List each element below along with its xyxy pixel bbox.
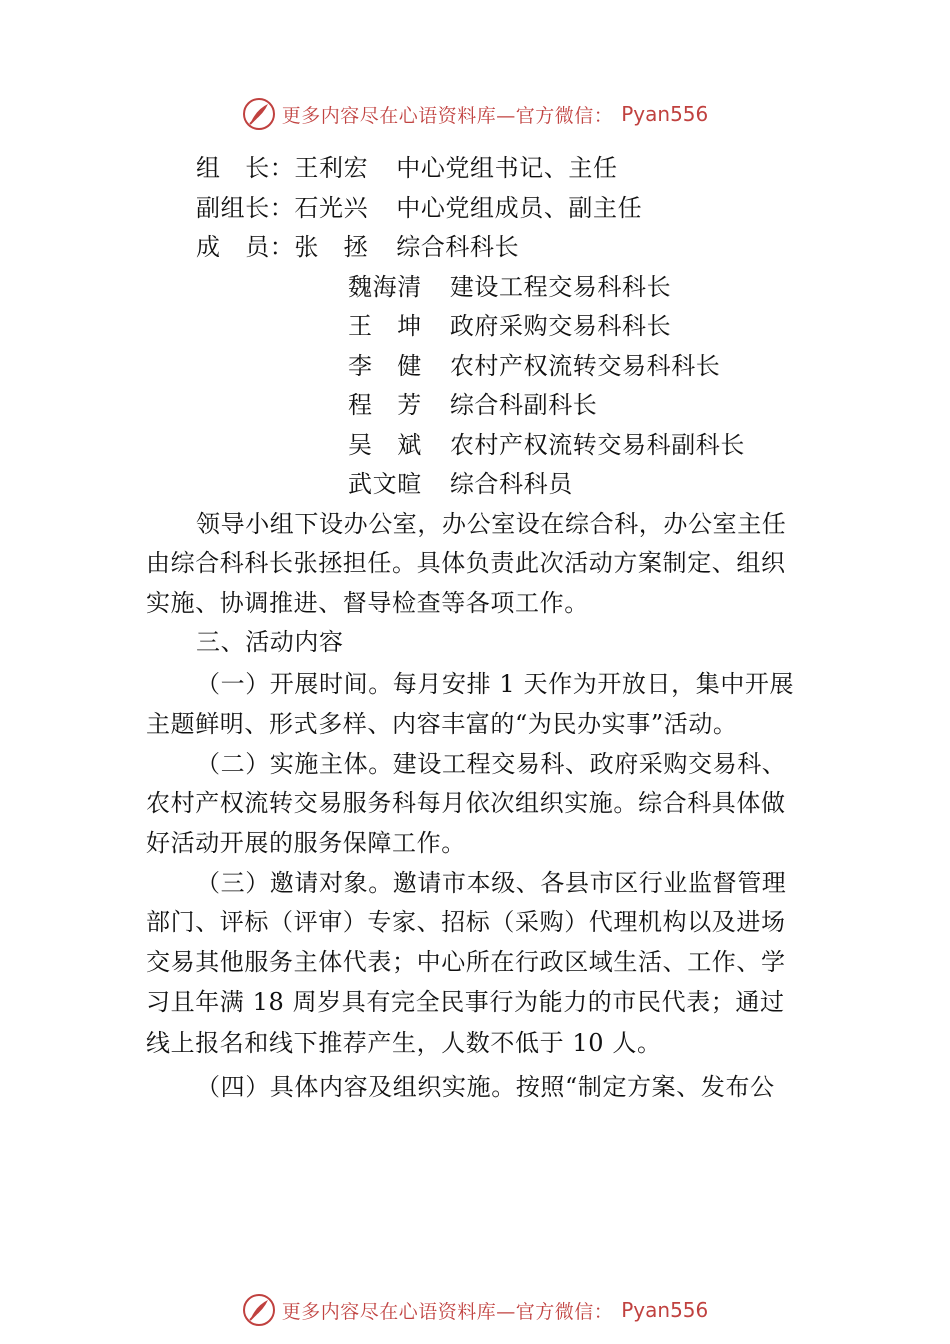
member-row bbox=[196, 193, 642, 223]
member-name: 武文暄 bbox=[348, 470, 422, 498]
watermark-footer bbox=[0, 1290, 950, 1330]
member-name: 王利宏 bbox=[294, 154, 369, 182]
member-name: 魏海清 bbox=[348, 273, 422, 301]
body-line: 好活动开展的服务保障工作。 bbox=[146, 829, 466, 857]
member-title: 综合科副科长 bbox=[449, 391, 598, 419]
member-row bbox=[348, 351, 720, 381]
watermark-header bbox=[0, 94, 950, 134]
member-title: 综合科科员 bbox=[449, 470, 573, 498]
member-row bbox=[348, 311, 671, 341]
member-title: 农村产权流转交易科副科长 bbox=[449, 431, 746, 459]
body-line: 交易其他服务主体代表；中心所在行政区域生活、工作、学 bbox=[146, 948, 786, 976]
body-line: 领导小组下设办公室，办公室设在综合科，办公室主任 bbox=[196, 510, 787, 538]
body-line: 实施、协调推进、督导检查等各项工作。 bbox=[146, 589, 589, 617]
quill-logo-icon bbox=[242, 97, 276, 131]
body-line: 主题鲜明、形式多样、内容丰富的“为民办实事”活动。 bbox=[146, 710, 738, 738]
watermark-wechat-id: Pyan556 bbox=[621, 1298, 709, 1322]
member-role: 副组长： bbox=[196, 194, 295, 222]
body-line: （四）具体内容及组织实施。按照“制定方案、发布公 bbox=[196, 1073, 775, 1101]
member-name: 张 拯 bbox=[294, 233, 369, 261]
member-name: 王 坤 bbox=[348, 312, 422, 340]
quill-logo-icon bbox=[242, 1293, 276, 1327]
member-row bbox=[196, 153, 618, 183]
body-line: 由综合科科长张拯担任。具体负责此次活动方案制定、组织 bbox=[146, 549, 786, 577]
body-line: 习且年满 18 周岁具有完全民事行为能力的市民代表；通过 bbox=[146, 988, 785, 1016]
member-name: 程 芳 bbox=[348, 391, 422, 419]
body-line: （三）邀请对象。邀请市本级、各县市区行业监督管理 bbox=[196, 869, 787, 897]
member-title: 综合科科长 bbox=[396, 233, 520, 261]
member-row bbox=[348, 430, 745, 460]
member-row bbox=[348, 469, 573, 499]
member-title: 政府采购交易科科长 bbox=[449, 312, 672, 340]
watermark-text: 更多内容尽在心语资料库—官方微信： bbox=[281, 1300, 614, 1323]
member-title: 建设工程交易科科长 bbox=[449, 273, 672, 301]
body-line: （二）实施主体。建设工程交易科、政府采购交易科、 bbox=[196, 750, 787, 778]
watermark-wechat-id: Pyan556 bbox=[621, 102, 709, 126]
member-name: 石光兴 bbox=[294, 194, 369, 222]
body-line: 农村产权流转交易服务科每月依次组织实施。综合科具体做 bbox=[146, 789, 786, 817]
body-line: 线上报名和线下推荐产生，人数不低于 10 人。 bbox=[146, 1029, 662, 1057]
body-line: （一）开展时间。每月安排 1 天作为开放日，集中开展 bbox=[196, 670, 795, 698]
watermark-text: 更多内容尽在心语资料库—官方微信： bbox=[281, 104, 614, 127]
section-heading: 三、活动内容 bbox=[196, 628, 344, 656]
member-title: 中心党组书记、主任 bbox=[396, 154, 618, 182]
member-title: 中心党组成员、副主任 bbox=[396, 194, 643, 222]
member-row bbox=[348, 272, 671, 302]
member-title: 农村产权流转交易科科长 bbox=[449, 352, 721, 380]
member-name: 李 健 bbox=[348, 352, 422, 380]
member-role: 组 长： bbox=[196, 154, 295, 182]
member-row bbox=[348, 390, 597, 420]
member-role: 成 员： bbox=[196, 233, 295, 261]
body-line: 部门、评标（评审）专家、招标（采购）代理机构以及进场 bbox=[146, 908, 786, 936]
member-name: 吴 斌 bbox=[348, 431, 422, 459]
member-row bbox=[196, 232, 519, 262]
